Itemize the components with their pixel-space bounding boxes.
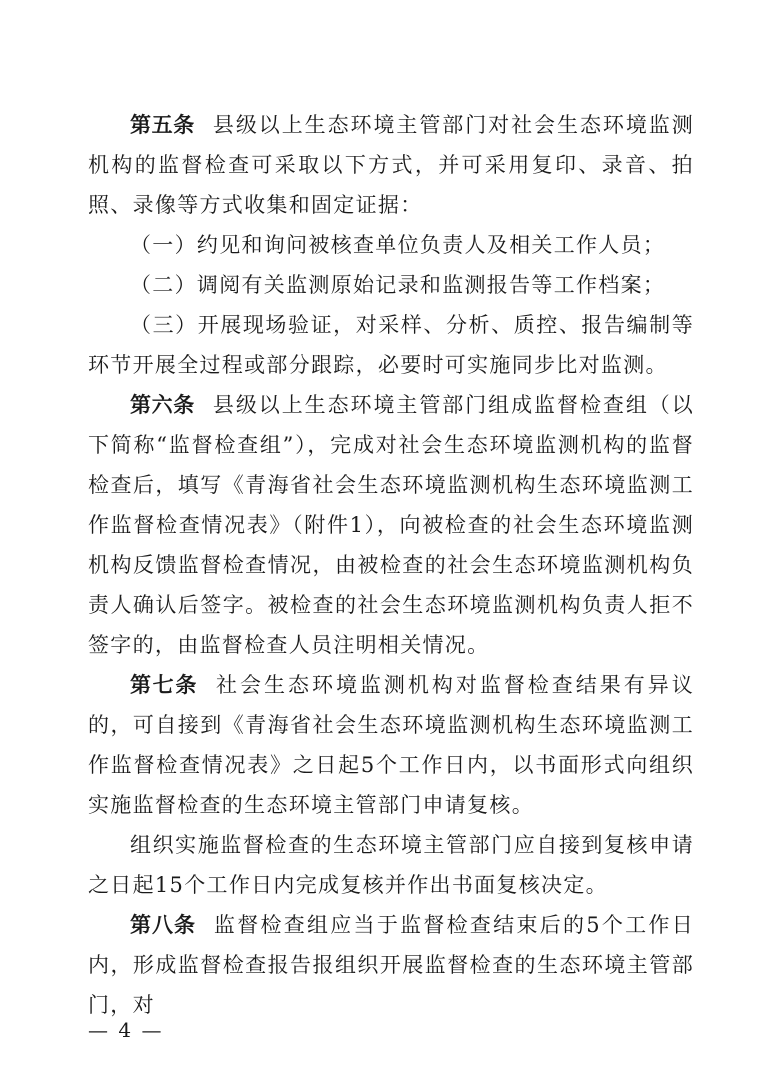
item-text: （二）调阅有关监测原始记录和监测报告等工作档案； [130, 273, 666, 297]
article-8 [88, 905, 694, 1025]
article-heading: 第五条 [130, 112, 195, 137]
page-number: — 4 — [88, 1018, 164, 1042]
article-text: 县级以上生态环境主管部门对社会生态环境监测机构的监督检查可采取以下方式，并可采用复印、录音、拍照、录像等方式收集和固定证据： [88, 113, 694, 217]
item-text: （三）开展现场验证，对采样、分析、质控、报告编制等环节开展全过程或部分跟踪，必要时可实施同步比对监测。 [88, 313, 694, 377]
article-text: 县级以上生态环境主管部门组成监督检查组（以下简称“监督检查组”），完成对社会生态环境监测机构的监督检查后，填写《青海省社会生态环境监测机构生态环境监测工作监督检查情况表》（附件1），向被检查的社会生态环境监测机构反馈监督检查情况，由被检查的社会生态环境监测机构负责人确认后签字。被检查的社会生态环境监测机构负责人拒不签字的，由监督检查人员注明相关情况。 [88, 393, 694, 657]
article-text: 社会生态环境监测机构对监督检查结果有异议的，可自接到《青海省社会生态环境监测机构生态环境监测工作监督检查情况表》之日起5个工作日内，以书面形式向组织实施监督检查的生态环境主管部门申请复核。 [88, 673, 694, 817]
article-5 [88, 105, 694, 225]
document-body [88, 105, 694, 1025]
article-7-paragraph-2 [88, 825, 694, 905]
item-3 [88, 305, 694, 385]
article-7 [88, 665, 694, 825]
article-heading: 第八条 [130, 912, 196, 937]
article-text: 监督检查组应当于监督检查结束后的5个工作日内，形成监督检查报告报组织开展监督检查的生态环境主管部门，对 [88, 913, 694, 1017]
article-6 [88, 385, 694, 665]
item-text: （一）约见和询问被核查单位负责人及相关工作人员； [130, 233, 666, 257]
article-text: 组织实施监督检查的生态环境主管部门应自接到复核申请之日起15个工作日内完成复核并作出书面复核决定。 [88, 833, 694, 897]
item-2 [88, 265, 694, 305]
article-heading: 第六条 [130, 392, 195, 417]
item-1 [88, 225, 694, 265]
article-heading: 第七条 [130, 672, 199, 697]
